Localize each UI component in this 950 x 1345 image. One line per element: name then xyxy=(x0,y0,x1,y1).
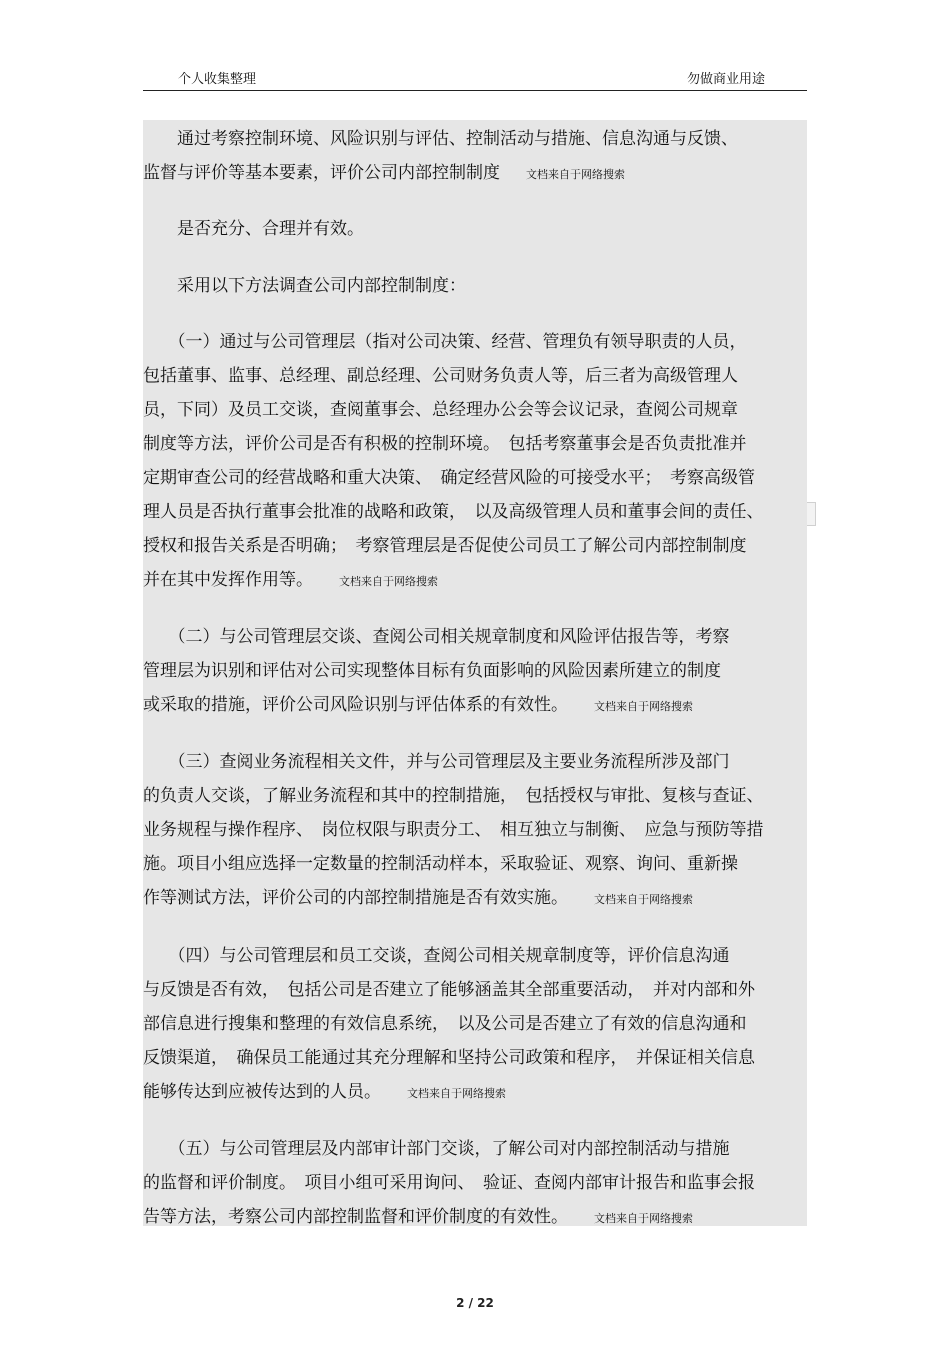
text-line: 与反馈是否有效， 包括公司是否建立了能够涵盖其全部重要活动， 并对内部和外 xyxy=(143,980,755,1000)
header-right-text: 勿做商业用途 xyxy=(686,72,765,87)
text-line: 的监督和评价制度。 项目小组可采用询问、 验证、查阅内部审计报告和监事会报 xyxy=(143,1173,755,1193)
text-line: 管理层为识别和评估对公司实现整体目标有负面影响的风险因素所建立的制度 xyxy=(143,661,721,681)
document-body xyxy=(143,120,807,1226)
source-note: 文档来自于网络搜索 xyxy=(594,1212,693,1225)
text-line xyxy=(143,156,807,190)
paragraph-1 xyxy=(143,122,807,190)
text-line: 定期审查公司的经营战略和重大决策、 确定经营风险的可接受水平； 考察高级管 xyxy=(143,468,755,488)
text-line: 是否充分、合理并有效。 xyxy=(143,219,364,239)
text-line: 部信息进行搜集和整理的有效信息系统， 以及公司是否建立了有效的信息沟通和 xyxy=(143,1014,747,1034)
text-span: 或采取的措施，评价公司风险识别与评估体系的有效性。 xyxy=(143,695,568,715)
paragraph-5 xyxy=(143,620,807,722)
text-span: 监督与评价等基本要素，评价公司内部控制制度 xyxy=(143,163,500,183)
text-line: （四）与公司管理层和员工交谈，查阅公司相关规章制度等，评价信息沟通 xyxy=(143,946,730,966)
paragraph-3 xyxy=(143,269,807,303)
page-number: 2 / 22 xyxy=(456,1296,494,1310)
paragraph-6 xyxy=(143,745,807,915)
paragraph-8 xyxy=(143,1132,807,1234)
header-left-text: 个人收集整理 xyxy=(178,72,257,87)
margin-tab xyxy=(807,502,816,526)
page-header xyxy=(143,62,807,91)
text-line: 包括董事、监事、总经理、副总经理、公司财务负责人等，后三者为高级管理人 xyxy=(143,366,738,386)
text-span: 并在其中发挥作用等。 xyxy=(143,570,313,590)
source-note: 文档来自于网络搜索 xyxy=(339,575,438,588)
text-line: 的负责人交谈，了解业务流程和其中的控制措施， 包括授权与审批、复核与查证、 xyxy=(143,786,764,806)
text-line: 业务规程与操作程序、 岗位权限与职责分工、 相互独立与制衡、 应急与预防等措 xyxy=(143,820,764,840)
text-line xyxy=(143,688,807,722)
source-note: 文档来自于网络搜索 xyxy=(526,168,625,181)
paragraph-2 xyxy=(143,212,807,246)
text-line: （三）查阅业务流程相关文件，并与公司管理层及主要业务流程所涉及部门 xyxy=(143,752,730,772)
text-line: 施。项目小组应选择一定数量的控制活动样本，采取验证、观察、询问、重新操 xyxy=(143,854,738,874)
text-line: （五）与公司管理层及内部审计部门交谈，了解公司对内部控制活动与措施 xyxy=(143,1139,730,1159)
text-line xyxy=(143,1200,807,1234)
text-span: 告等方法，考察公司内部控制监督和评价制度的有效性。 xyxy=(143,1207,568,1227)
source-note: 文档来自于网络搜索 xyxy=(594,893,693,906)
paragraph-7 xyxy=(143,939,807,1109)
source-note: 文档来自于网络搜索 xyxy=(407,1087,506,1100)
text-line: 制度等方法，评价公司是否有积极的控制环境。 包括考察董事会是否负责批准并 xyxy=(143,434,747,454)
text-line: 反馈渠道， 确保员工能通过其充分理解和坚持公司政策和程序， 并保证相关信息 xyxy=(143,1048,755,1068)
text-line: 员，下同）及员工交谈，查阅董事会、总经理办公会等会议记录，查阅公司规章 xyxy=(143,400,738,420)
paragraph-4 xyxy=(143,325,807,597)
text-line: 理人员是否执行董事会批准的战略和政策， 以及高级管理人员和董事会间的责任、 xyxy=(143,502,764,522)
text-line: 通过考察控制环境、风险识别与评估、控制活动与措施、信息沟通与反馈、 xyxy=(143,129,738,149)
source-note: 文档来自于网络搜索 xyxy=(594,700,693,713)
text-line: （二）与公司管理层交谈、查阅公司相关规章制度和风险评估报告等，考察 xyxy=(143,627,730,647)
text-line: 授权和报告关系是否明确； 考察管理层是否促使公司员工了解公司内部控制制度 xyxy=(143,536,747,556)
text-line: 采用以下方法调查公司内部控制制度： xyxy=(143,276,466,296)
text-line xyxy=(143,881,807,915)
text-line: （一）通过与公司管理层（指对公司决策、经营、管理负有领导职责的人员， xyxy=(143,332,747,352)
text-span: 作等测试方法，评价公司的内部控制措施是否有效实施。 xyxy=(143,888,568,908)
text-span: 能够传达到应被传达到的人员。 xyxy=(143,1082,381,1102)
text-line xyxy=(143,563,807,597)
text-line xyxy=(143,1075,807,1109)
